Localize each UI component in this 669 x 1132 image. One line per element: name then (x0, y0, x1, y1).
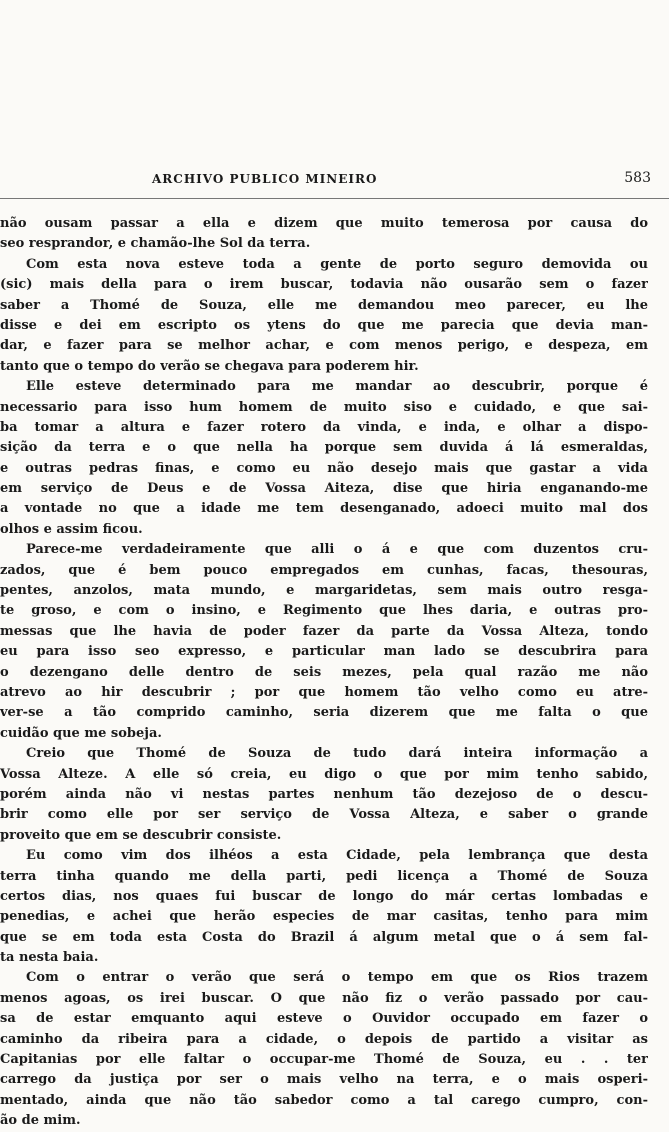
text-line: disse e dei em escripto os ytens do que me parecia que devia man- (0, 317, 648, 333)
text-line: seo resprandor, e chamão-lhe Sol da terra. (0, 236, 311, 252)
text-line: ão de mim. (0, 1113, 81, 1129)
text-line: proveito que em se descubrir consiste. (0, 827, 282, 843)
text-line: penedias, e achei que herão especies de mar casitas, tenho para mim (0, 909, 648, 925)
text-line: porém ainda não vi nestas partes nenhum tão dezejoso de o descu- (0, 786, 648, 802)
text-line: e outras pedras finas, e como eu não desejo mais que gastar a vida (0, 460, 648, 476)
text-line: certos dias, nos quaes fui buscar de longo do már certas lombadas e (0, 888, 648, 904)
text-line: terra tinha quando me della parti, pedi licença a Thomé de Souza (0, 868, 648, 884)
text-line: saber a Thomé de Souza, elle me demandou meo parecer, eu lhe (0, 297, 648, 313)
header-rule (0, 198, 669, 199)
text-line: Vossa Alteze. A elle só creia, eu digo o que por mim tenho sabido, (0, 766, 648, 782)
text-line: ba tomar a altura e fazer rotero da vinda, e inda, e olhar a dispo- (0, 419, 648, 435)
text-line: Capitanias por elle faltar o occupar-me Thomé de Souza, eu . . ter (0, 1052, 648, 1068)
text-line: brir como elle por ser serviço de Vossa Alteza, e saber o grande (0, 807, 648, 823)
body-text (0, 214, 648, 1132)
text-line: te groso, e com o insino, e Regimento que lhes daria, e outras pro- (0, 603, 648, 619)
text-line: atrevo ao hir descubrir ; por que homem tão velho como eu atre- (0, 684, 648, 700)
text-line: sição da terra e o que nella ha porque sem duvida á lá esmeraldas, (0, 440, 648, 456)
text-line: sa de estar emquanto aqui esteve o Ouvidor occupado em fazer o (0, 1011, 648, 1027)
text-line: ta nesta baia. (0, 950, 99, 966)
text-line: Com o entrar o verão que será o tempo em que os Rios trazem (26, 970, 648, 986)
text-line: em serviço de Deus e de Vossa Aiteza, dise que hiria enganando-me (0, 481, 648, 497)
text-line: mentado, ainda que não tão sabedor como a tal carego cumpro, con- (0, 1092, 648, 1108)
text-line: o dezengano delle dentro de seis mezes, pela qual razão me não (0, 664, 648, 680)
text-line: eu para isso seo expresso, e particular man lado se descubrira para (0, 644, 648, 660)
text-line: Elle esteve determinado para me mandar ao descubrir, porque é (26, 379, 648, 395)
text-line: a vontade no que a idade me tem desenganado, adoeci muito mal dos (0, 501, 648, 517)
text-line: que se em toda esta Costa do Brazil á algum metal que o á sem fal- (0, 929, 648, 945)
text-line: menos agoas, os irei buscar. O que não fiz o verão passado por cau- (0, 990, 648, 1006)
text-line: caminho da ribeira para a cidade, o depois de partido a visitar as (0, 1031, 648, 1047)
text-line: não ousam passar a ella e dizem que muito temerosa por causa do (0, 216, 648, 231)
text-line: cuidão que me sobeja. (0, 725, 162, 741)
text-line: Eu como vim dos ilhéos a esta Cidade, pela lembrança que desta (26, 848, 648, 864)
page-header (0, 170, 669, 194)
text-line: zados, que é bem pouco empregados em cunhas, facas, thesouras, (0, 562, 648, 578)
text-line: Creio que Thomé de Souza de tudo dará inteira informação a (26, 746, 648, 762)
text-line: necessario para isso hum homem de muito siso e cuidado, e que sai- (0, 399, 648, 415)
text-line: Parece-me verdadeiramente que alli o á e que com duzentos cru- (26, 542, 648, 558)
text-line: pentes, anzolos, mata mundo, e margaridetas, sem mais outro resga- (0, 583, 648, 599)
text-line: (sic) mais della para o irem buscar, todavia não ousarão sem o fazer (0, 277, 648, 293)
running-title: ARCHIVO PUBLICO MINEIRO (152, 172, 378, 186)
text-line: messas que lhe havia de poder fazer da parte da Vossa Alteza, tondo (0, 623, 648, 639)
text-line: Com esta nova esteve toda a gente de porto seguro demovida ou (26, 256, 648, 272)
text-line: carrego da justiça por ser o mais velho na terra, e o mais osperi- (0, 1072, 648, 1088)
text-line: olhos e assim ficou. (0, 521, 143, 537)
page-number: 583 (624, 170, 651, 186)
text-line: ver-se a tão comprido caminho, seria dizerem que me falta o que (0, 705, 648, 721)
text-line: dar, e fazer para se melhor achar, e com menos perigo, e despeza, em (0, 338, 648, 354)
text-line: tanto que o tempo do verão se chegava para poderem hir. (0, 358, 419, 374)
